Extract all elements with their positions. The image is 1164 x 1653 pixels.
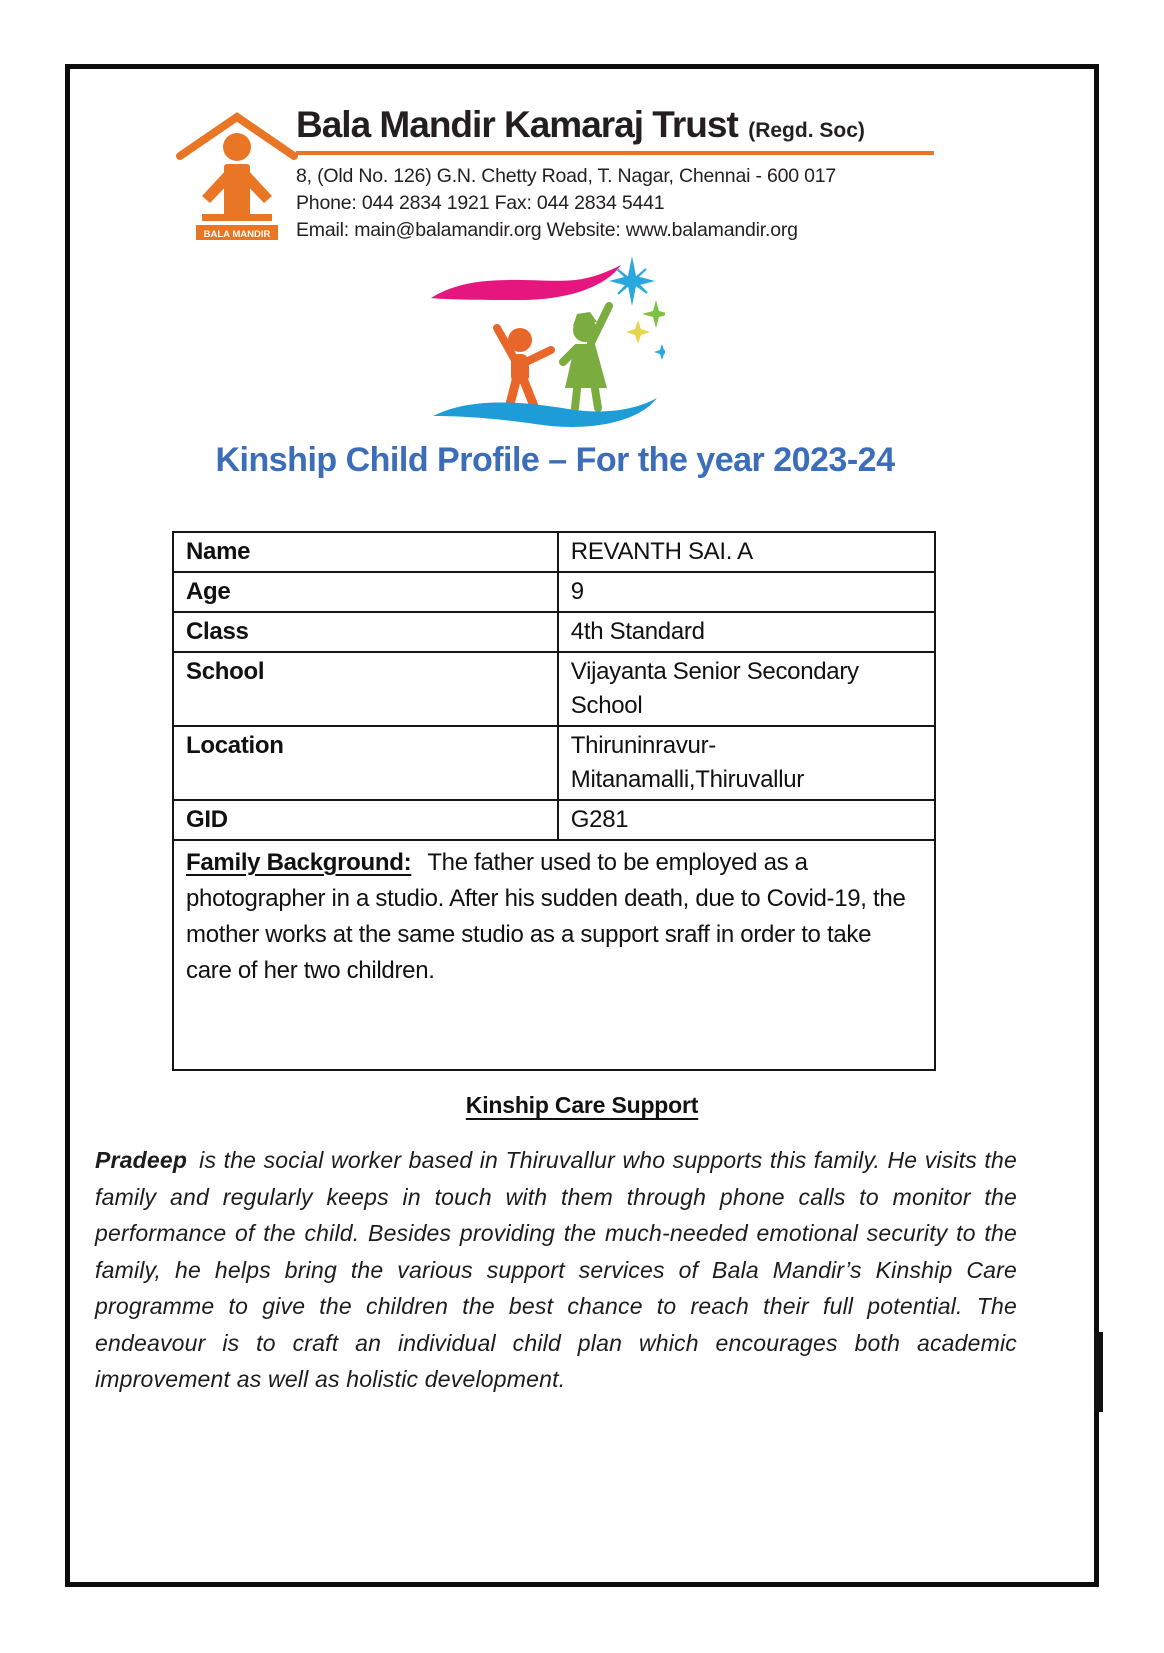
star-yellow-icon	[626, 320, 650, 344]
row-label-name: Name	[173, 532, 558, 572]
section-heading-kinship-care-support: Kinship Care Support	[465, 1092, 699, 1118]
table-row-age	[173, 572, 935, 612]
family-background-label: Family Background:	[186, 849, 412, 876]
header-divider-rule	[296, 151, 934, 155]
person-figure-icon	[202, 133, 272, 220]
girl-figure	[563, 306, 609, 408]
social-worker-name: Pradeep	[95, 1147, 188, 1173]
row-value-gid: G281	[558, 800, 935, 840]
table-row-school	[173, 652, 935, 726]
row-label-class: Class	[173, 612, 558, 652]
family-background-text: The father used to be employed as a photographer in a studio. After his sudden death, due to Covid-19, the mother works at the same studio as a support sraff in order to take care of her two children.	[186, 849, 906, 984]
page-title: Kinship Child Profile – For the year 2023-24	[215, 441, 895, 479]
row-value-name: REVANTH SAI. A	[558, 532, 935, 572]
org-email-website: Email: main@balamandir.org Website: www.balamandir.org	[296, 219, 798, 241]
row-value-class: 4th Standard	[558, 612, 935, 652]
scan-artifact-mark	[1094, 1332, 1103, 1412]
star-icons	[609, 256, 665, 360]
row-label-age: Age	[173, 572, 558, 612]
table-row-class	[173, 612, 935, 652]
org-name: Bala Mandir Kamaraj Trust	[296, 104, 738, 145]
table-row-gid	[173, 800, 935, 840]
row-label-gid: GID	[173, 800, 558, 840]
table-row-location	[173, 726, 935, 800]
family-background-cell	[173, 840, 935, 1070]
letterhead	[296, 104, 938, 244]
table-row-name	[173, 532, 935, 572]
star-sparkle-icon	[654, 344, 665, 360]
org-registration-suffix: (Regd. Soc)	[748, 119, 865, 142]
row-label-location: Location	[173, 726, 558, 800]
logo-banner	[196, 214, 278, 240]
support-paragraph	[95, 1142, 1017, 1398]
org-address: 8, (Old No. 126) G.N. Chetty Road, T. Nagar, Chennai - 600 017	[296, 165, 837, 187]
bala-mandir-logo	[172, 100, 302, 242]
support-paragraph-text: is the social worker based in Thiruvallur who supports this family. He visits the family and regularly keeps in touch with them through phone calls to monitor the performance of the child. Besides providing the much-needed emotional security to the family, he helps bring the various support services of Bala Mandir’s Kinship Care programme to give the children the best chance to reach their full potential. The endeavour is to craft an individual child plan which encourages both academic improvement as well as holistic development.	[95, 1147, 1017, 1392]
table-row-family-background	[173, 840, 935, 1070]
row-value-school: Vijayanta Senior Secondary School	[558, 652, 935, 726]
logo-caption: BALA MANDIR	[203, 229, 271, 240]
row-value-age: 9	[558, 572, 935, 612]
pink-ribbon-shape	[431, 265, 621, 300]
kinship-children-illustration	[425, 248, 665, 438]
row-label-school: School	[173, 652, 558, 726]
boy-figure	[497, 328, 551, 408]
blue-wave-shape	[433, 398, 657, 427]
org-phone-fax: Phone: 044 2834 1921 Fax: 044 2834 5441	[296, 192, 665, 214]
child-profile-table	[172, 531, 936, 1071]
row-value-location: Thiruninravur-Mitanamalli,Thiruvallur	[558, 726, 935, 800]
star-green-icon	[642, 300, 665, 328]
org-name-line	[296, 104, 938, 146]
